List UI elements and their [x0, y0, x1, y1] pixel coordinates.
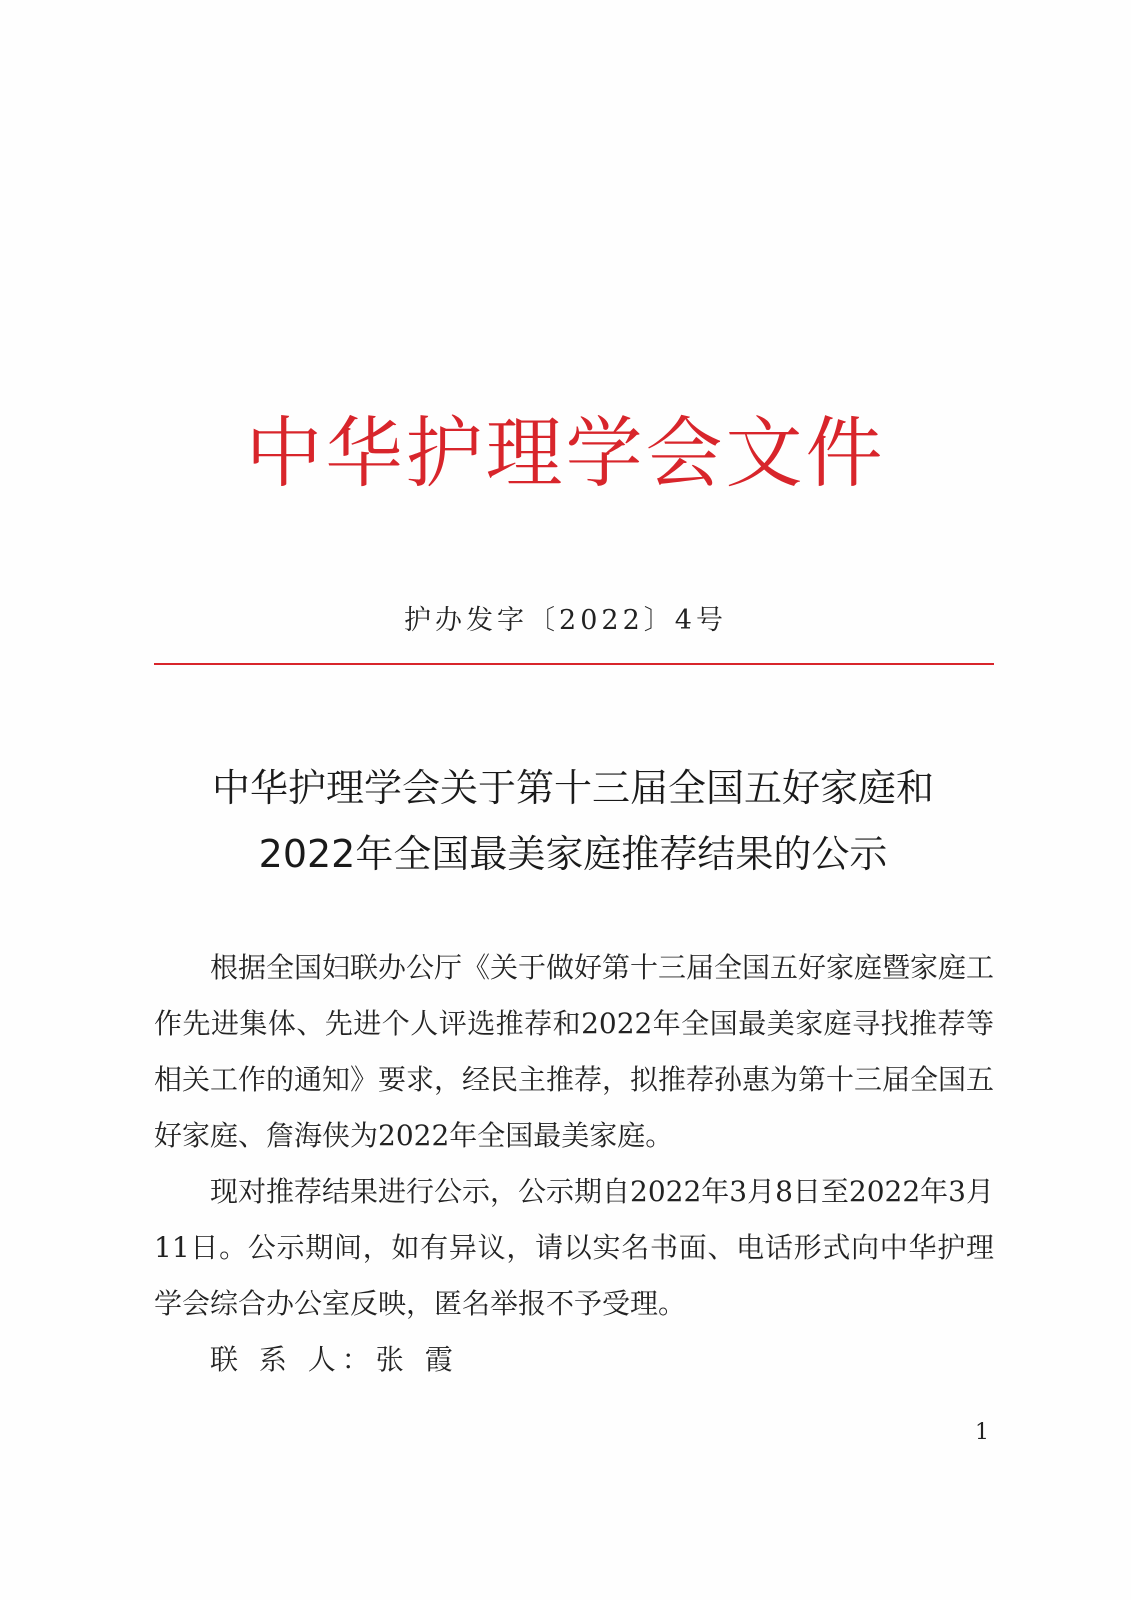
body-paragraph-2: 现对推荐结果进行公示，公示期自2022年3月8日至2022年3月11日。公示期间，如有异议，请以实名书面、电话形式向中华护理学会综合办公室反映，匿名举报不予受理。: [154, 1175, 994, 1320]
document-title: [150, 755, 996, 887]
header-divider: [154, 663, 994, 665]
document-title-line-1: 中华护理学会关于第十三届全国五好家庭和: [211, 766, 934, 810]
document-body: [154, 940, 994, 1388]
page-number: 1: [975, 1420, 989, 1445]
document-title-line-2: 2022年全国最美家庭推荐结果的公示: [258, 832, 888, 876]
contact-person: 联 系 人：张 霞: [210, 1343, 459, 1376]
body-paragraph-1: 根据全国妇联办公厅《关于做好第十三届全国五好家庭暨家庭工作先进集体、先进个人评选推荐和2022年全国最美家庭寻找推荐等相关工作的通知》要求，经民主推荐，拟推荐孙惠为第十三届全国五好家庭、詹海侠为2022年全国最美家庭。: [154, 951, 995, 1152]
document-number: 护办发字〔2022〕4号: [404, 605, 727, 636]
organization-title: 中华护理学会文件: [245, 410, 886, 499]
